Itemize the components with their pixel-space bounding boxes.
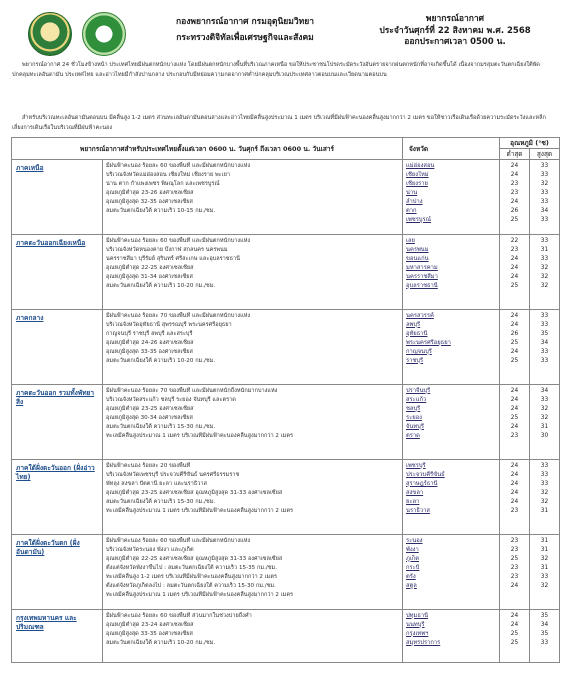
province-name: อุบลราชธานี (406, 283, 438, 289)
forecast-line: อุณหภูมิสูงสุด 31-34 องศาเซลเซียส (106, 274, 193, 280)
province-name: ภูเก็ต (406, 556, 420, 562)
min-temp-value: 25 (510, 358, 519, 364)
min-temp-list (500, 535, 530, 610)
max-temp-value: 35 (540, 631, 549, 637)
forecast-line: มีฝนฟ้าคะนอง ร้อยละ 60 ของพื้นที่ และมีฝนตกหนักบางแห่ง (106, 538, 251, 544)
min-temp-list (500, 160, 530, 235)
table-row (12, 235, 560, 310)
min-temp-value: 24 (510, 388, 519, 394)
province-name: ตรัง (406, 574, 416, 580)
region-label: ภาคใต้ฝั่งตะวันออก (ฝั่งอ่าวไทย) (16, 464, 95, 481)
province-name: ระนอง (406, 538, 423, 544)
min-temp-list (500, 235, 530, 310)
forecast-line: พัทลุง สงขลา ปัตตานี ยะลา และนราธิวาส (106, 481, 207, 487)
province-list (403, 535, 500, 610)
min-temp-value: 24 (510, 406, 519, 412)
org-header (150, 14, 340, 46)
min-temp-value: 24 (510, 463, 519, 469)
province-name: สุราษฎร์ธานี (406, 481, 438, 487)
min-temp-value: 24 (510, 481, 519, 487)
province-name: พระนครศรีอยุธยา (406, 340, 451, 346)
max-temp-header: สูงสุด (530, 149, 560, 160)
max-temp-value: 33 (540, 322, 549, 328)
max-temp-value: 33 (540, 574, 549, 580)
max-temp-value: 32 (540, 274, 549, 280)
min-temp-value: 24 (510, 313, 519, 319)
max-temp-value: 31 (540, 547, 549, 553)
max-temp-value: 33 (540, 217, 549, 223)
min-temp-value: 26 (510, 208, 519, 214)
province-name: ระยอง (406, 415, 422, 421)
province-name: นครราชสีมา (406, 274, 438, 280)
province-name: ปทุมธานี (406, 613, 429, 619)
province-name: ลพบุรี (406, 322, 421, 328)
province-name: ปราจีนบุรี (406, 388, 431, 394)
table-row (12, 460, 560, 535)
province-name: นครพนม (406, 247, 429, 253)
forecast-line: มีฝนฟ้าคะนอง ร้อยละ 20 ของพื้นที่ (106, 463, 191, 469)
province-name: นราธิวาส (406, 508, 430, 514)
forecast-line: ตั้งแต่จังหวัดภูเก็ตลงไป : ลมตะวันตกเฉียงใต้ ความเร็ว 15-30 กม./ชม. (106, 583, 276, 589)
min-temp-value: 23 (510, 190, 519, 196)
max-temp-value: 31 (540, 508, 549, 514)
max-temp-value: 33 (540, 238, 549, 244)
min-temp-value: 24 (510, 322, 519, 328)
min-temp-value: 22 (510, 238, 519, 244)
forecast-line: อุณหภูมิสูงสุด 30-34 องศาเซลเซียส (106, 415, 193, 421)
max-temp-value: 32 (540, 181, 549, 187)
issue-header (350, 14, 560, 49)
region-label: ภาคตะวันออก รวมทั้งพัทยาสิ่ง (16, 389, 95, 406)
province-name: เพชรบุรี (406, 463, 426, 469)
province-header: จังหวัด (403, 138, 500, 160)
table-title: พยากรณ์อากาศสำหรับประเทศไทยตั้งแต่เวลา 0600 น. วันศุกร์ ถึงเวลา 0600 น. วันเสาร์ (12, 138, 403, 160)
province-name: ตราด (406, 433, 420, 439)
min-temp-value: 24 (510, 265, 519, 271)
province-list (403, 460, 500, 535)
table-row (12, 310, 560, 385)
forecast-line: ทะเลมีคลื่นสูงประมาณ 1 เมตร บริเวณที่มีฝนฟ้าคะนองคลื่นสูงมากกว่า 2 เมตร (106, 592, 293, 598)
max-temp-value: 33 (540, 397, 549, 403)
province-list (403, 160, 500, 235)
max-temp-list (530, 235, 560, 310)
max-temp-list (530, 160, 560, 235)
region-name (12, 460, 103, 535)
max-temp-list (530, 610, 560, 663)
min-temp-value: 24 (510, 199, 519, 205)
max-temp-value: 33 (540, 358, 549, 364)
table-row (12, 535, 560, 610)
province-name: สระแก้ว (406, 397, 427, 403)
province-name: เลย (406, 238, 415, 244)
min-temp-value: 23 (510, 574, 519, 580)
min-temp-value: 26 (510, 331, 519, 337)
org-line-2: กระทรวงดิจิทัลเพื่อเศรษฐกิจและสังคม (176, 33, 314, 43)
province-name: นนทบุรี (406, 622, 425, 628)
forecast-line: น่าน ตาก กำแพงเพชร พิษณุโลก และเพชรบูรณ์ (106, 181, 220, 187)
region-label: ภาคกลาง (16, 314, 44, 322)
doc-type: พยากรณ์อากาศ (425, 14, 485, 24)
region-label: ภาคเหนือ (16, 164, 44, 172)
max-temp-value: 33 (540, 190, 549, 196)
region-label: กรุงเทพมหานคร และปริมณฑล (16, 614, 77, 631)
max-temp-value: 30 (540, 433, 549, 439)
forecast-line: อุณหภูมิต่ำสุด 22-25 องศาเซลเซียส อุณหภูมิสูงสุด 31-33 องศาเซลเซียส (106, 556, 283, 562)
forecast-line: ทะเลมีคลื่นสูงประมาณ 1 เมตร บริเวณที่มีฝนฟ้าคะนองคลื่นสูงมากกว่า 2 เมตร (106, 433, 293, 439)
max-temp-value: 32 (540, 490, 549, 496)
province-name: นครสวรรค์ (406, 313, 434, 319)
forecast-line: บริเวณจังหวัดระนอง พังงา และภูเก็ต (106, 547, 194, 553)
region-forecast (103, 235, 403, 310)
province-name: กระบี่ (406, 565, 420, 571)
max-temp-value: 35 (540, 613, 549, 619)
max-temp-value: 31 (540, 565, 549, 571)
province-name: ราชบุรี (406, 358, 424, 364)
min-temp-value: 23 (510, 508, 519, 514)
forecast-line: ลมตะวันตกเฉียงใต้ ความเร็ว 10-20 กม./ชม. (106, 283, 216, 289)
min-temp-list (500, 610, 530, 663)
min-temp-value: 24 (510, 499, 519, 505)
max-temp-value: 35 (540, 331, 549, 337)
max-temp-value: 33 (540, 472, 549, 478)
min-temp-value: 25 (510, 631, 519, 637)
max-temp-value: 31 (540, 424, 549, 430)
min-temp-value: 23 (510, 181, 519, 187)
province-name: ชลบุรี (406, 406, 421, 412)
min-temp-value: 24 (510, 274, 519, 280)
max-temp-value: 34 (540, 208, 549, 214)
forecast-line: มีฝนฟ้าคะนอง ร้อยละ 70 ของพื้นที่ และมีฝนตกหนักถึงหนักมากบางแห่ง (106, 388, 278, 394)
max-temp-value: 34 (540, 340, 549, 346)
max-temp-value: 32 (540, 406, 549, 412)
region-name (12, 160, 103, 235)
province-name: อุทัยธานี (406, 331, 428, 337)
province-name: เพชรบูรณ์ (406, 217, 432, 223)
region-forecast (103, 385, 403, 460)
max-temp-value: 33 (540, 313, 549, 319)
min-temp-value: 24 (510, 583, 519, 589)
forecast-line: นครราชสีมา บุรีรัมย์ สุรินทร์ ศรีสะเกษ และอุบลราชธานี (106, 256, 240, 262)
min-temp-value: 25 (510, 217, 519, 223)
region-forecast (103, 610, 403, 663)
forecast-line: มีฝนฟ้าคะนอง ร้อยละ 60 ของพื้นที่ ส่วนมากในช่วงบ่ายถึงค่ำ (106, 613, 252, 619)
forecast-line: ตั้งแต่จังหวัดพังงาขึ้นไป : ลมตะวันตกเฉียงใต้ ความเร็ว 15-35 กม./ชม. (106, 565, 278, 571)
province-name: เชียงใหม่ (406, 172, 429, 178)
org-line-1: กองพยากรณ์อากาศ กรมอุตุนิยมวิทยา (176, 17, 314, 27)
forecast-line: บริเวณจังหวัดเพชรบุรี ประจวบคีรีขันธ์ นครศรีธรรมราช (106, 472, 240, 478)
province-name: สมุทรปราการ (406, 640, 441, 646)
min-temp-value: 25 (510, 415, 519, 421)
max-temp-value: 32 (540, 556, 549, 562)
min-temp-value: 24 (510, 163, 519, 169)
province-name: สตูล (406, 583, 417, 589)
max-temp-value: 33 (540, 463, 549, 469)
province-name: เชียงราย (406, 181, 428, 187)
max-temp-value: 33 (540, 640, 549, 646)
forecast-line: บริเวณจังหวัดสระแก้ว ชลบุรี ระยอง จันทบุรี และตราด (106, 397, 236, 403)
min-temp-value: 24 (510, 622, 519, 628)
forecast-line: ทะเลมีคลื่นสูง 1-2 เมตร บริเวณที่มีฝนฟ้าคะนองคลื่นสูงมากกว่า 2 เมตร (106, 574, 277, 580)
min-temp-value: 23 (510, 247, 519, 253)
min-temp-value: 24 (510, 349, 519, 355)
province-name: พังงา (406, 547, 419, 553)
forecast-line: อุณหภูมิสูงสุด 33-35 องศาเซลเซียส (106, 349, 193, 355)
region-forecast (103, 310, 403, 385)
marine-summary: สำหรับบริเวณทะเลอันดามันตอนบน มีคลื่นสูง 1-2 เมตร ส่วนทะเลอันดามันตอนล่างและอ่าวไทยมีคลื่นสูงประมาณ 1 เมตร บริเวณที่มีฝนฟ้าคะนองคลื่นสูงมากกว่า 2 เมตร ขอให้ชาวเรือเดินเรือด้วยความระมัดระวังและหลีกเลี่ยงการเดินเรือในบริเวณที่มีฝนฟ้าคะนอง (12, 115, 546, 132)
min-temp-value: 24 (510, 397, 519, 403)
region-forecast (103, 160, 403, 235)
forecast-line: อุณหภูมิต่ำสุด 23-26 องศาเซลเซียส (106, 190, 194, 196)
forecast-line: อุณหภูมิต่ำสุด 23-25 องศาเซลเซียส (106, 406, 194, 412)
province-list (403, 610, 500, 663)
issue-date: ประจำวันศุกร์ที่ 22 สิงหาคม พ.ศ. 2568 (379, 25, 531, 36)
province-list (403, 385, 500, 460)
max-temp-value: 34 (540, 388, 549, 394)
min-temp-value: 25 (510, 340, 519, 346)
forecast-line: บริเวณจังหวัดแม่ฮ่องสอน เชียงใหม่ เชียงราย พะเยา (106, 172, 230, 178)
table-row (12, 385, 560, 460)
region-forecast (103, 535, 403, 610)
min-temp-value: 25 (510, 556, 519, 562)
min-temp-value: 24 (510, 472, 519, 478)
table-row (12, 610, 560, 663)
forecast-line: ทะเลมีคลื่นสูงประมาณ 1 เมตร บริเวณที่มีฝนฟ้าคะนองคลื่นสูงมากกว่า 2 เมตร (106, 508, 293, 514)
ministry-logo (82, 12, 126, 56)
max-temp-value: 32 (540, 283, 549, 289)
max-temp-value: 31 (540, 538, 549, 544)
province-name: สงขลา (406, 490, 424, 496)
region-name (12, 535, 103, 610)
max-temp-value: 33 (540, 349, 549, 355)
max-temp-list (530, 385, 560, 460)
min-temp-value: 23 (510, 538, 519, 544)
min-temp-value: 24 (510, 424, 519, 430)
province-name: ยะลา (406, 499, 420, 505)
min-temp-value: 24 (510, 256, 519, 262)
province-name: กรุงเทพฯ (406, 631, 429, 637)
forecast-line: อุณหภูมิต่ำสุด 22-25 องศาเซลเซียส (106, 265, 194, 271)
forecast-line: ลมตะวันตกเฉียงใต้ ความเร็ว 10-20 กม./ชม. (106, 358, 216, 364)
forecast-line: ลมตะวันตกเฉียงใต้ ความเร็ว 10-15 กม./ชม. (106, 208, 216, 214)
min-temp-value: 23 (510, 547, 519, 553)
region-label: ภาคใต้ฝั่งตะวันตก (ฝั่งอันดามัน) (16, 539, 80, 556)
forecast-line: มีฝนฟ้าคะนอง ร้อยละ 70 ของพื้นที่ และมีฝนตกหนักบางแห่ง (106, 313, 251, 319)
temperature-header: อุณหภูมิ (°ซ) (500, 138, 560, 149)
province-list (403, 235, 500, 310)
forecast-line: บริเวณจังหวัดหนองคาย บึงกาฬ สกลนคร นครพนม (106, 247, 228, 253)
max-temp-value: 31 (540, 247, 549, 253)
min-temp-value: 25 (510, 283, 519, 289)
max-temp-value: 33 (540, 481, 549, 487)
province-name: มหาสารคาม (406, 265, 438, 271)
max-temp-list (530, 310, 560, 385)
min-temp-list (500, 385, 530, 460)
table-row (12, 160, 560, 235)
forecast-summary: พยากรณ์อากาศ 24 ชั่วโมงข้างหน้า ประเทศไทยมีฝนตกหนักบางแห่ง โดยมีฝนตกหนักบางพื้นที่บริเวณภาคเหนือ ขอให้ประชาชนโปรดระมัดระวังอันตรายจากฝนตกหนักที่อาจเกิดขึ้นได้ เนื่องจากมรสุมตะวันตกเฉียงใต้พัดปกคลุมทะเลอันดามัน ประเทศไทย และอ่าวไทยมีกำลังปานกลาง ประกอบกับมีหย่อมความกดอากาศต่ำปกคลุมบริเวณประเทศลาวตอนบนและเวียดนามตอนบน (12, 62, 540, 79)
region-name (12, 310, 103, 385)
min-temp-list (500, 460, 530, 535)
forecast-line: อุณหภูมิสูงสุด 32-35 องศาเซลเซียส (106, 199, 193, 205)
max-temp-value: 33 (540, 256, 549, 262)
issue-time: ออกประกาศเวลา 0500 น. (404, 37, 506, 47)
min-temp-value: 24 (510, 613, 519, 619)
region-forecast (103, 460, 403, 535)
tmd-seal-logo (28, 12, 72, 56)
max-temp-list (530, 535, 560, 610)
max-temp-value: 32 (540, 499, 549, 505)
min-temp-value: 23 (510, 565, 519, 571)
province-list (403, 310, 500, 385)
max-temp-value: 34 (540, 622, 549, 628)
forecast-line: บริเวณจังหวัดอุทัยธานี สุพรรณบุรี พระนครศรีอยุธยา (106, 322, 232, 328)
province-name: น่าน (406, 190, 418, 196)
max-temp-list (530, 460, 560, 535)
province-name: ประจวบคีรีขันธ์ (406, 472, 445, 478)
max-temp-value: 32 (540, 415, 549, 421)
max-temp-value: 33 (540, 163, 549, 169)
min-temp-value: 24 (510, 172, 519, 178)
regional-forecast-table (11, 137, 560, 663)
max-temp-value: 32 (540, 583, 549, 589)
forecast-line: อุณหภูมิสูงสุด 33-35 องศาเซลเซียส (106, 631, 193, 637)
forecast-line: ลมตะวันตกเฉียงใต้ ความเร็ว 15-30 กม./ชม. (106, 424, 216, 430)
forecast-rows (12, 160, 560, 663)
province-name: แม่ฮ่องสอน (406, 163, 435, 169)
province-name: ขอนแก่น (406, 256, 429, 262)
forecast-line: กาญจนบุรี ราชบุรี ลพบุรี และสระบุรี (106, 331, 193, 337)
province-name: กาญจนบุรี (406, 349, 432, 355)
forecast-line: อุณหภูมิต่ำสุด 24-26 องศาเซลเซียส (106, 340, 194, 346)
forecast-line: มีฝนฟ้าคะนอง ร้อยละ 60 ของพื้นที่ และมีฝนตกหนักบางแห่ง (106, 238, 251, 244)
min-temp-header: ต่ำสุด (500, 149, 530, 160)
max-temp-value: 33 (540, 172, 549, 178)
region-name (12, 235, 103, 310)
forecast-line: มีฝนฟ้าคะนอง ร้อยละ 60 ของพื้นที่ และมีฝนตกหนักบางแห่ง (106, 163, 251, 169)
region-name (12, 610, 103, 663)
min-temp-value: 25 (510, 640, 519, 646)
max-temp-value: 33 (540, 199, 549, 205)
province-name: ตาก (406, 208, 417, 214)
region-label: ภาคตะวันออกเฉียงเหนือ (16, 239, 86, 247)
forecast-line: ลมตะวันตกเฉียงใต้ ความเร็ว 10-20 กม./ชม. (106, 640, 216, 646)
province-name: ลำปาง (406, 199, 423, 205)
forecast-line: อุณหภูมิต่ำสุด 23-25 องศาเซลเซียส อุณหภูมิสูงสุด 31-33 องศาเซลเซียส (106, 490, 283, 496)
min-temp-value: 24 (510, 490, 519, 496)
region-name (12, 385, 103, 460)
forecast-line: อุณหภูมิต่ำสุด 23-24 องศาเซลเซียส (106, 622, 194, 628)
min-temp-list (500, 310, 530, 385)
province-name: จันทบุรี (406, 424, 424, 430)
forecast-line: ลมตะวันตกเฉียงใต้ ความเร็ว 15-30 กม./ชม. (106, 499, 216, 505)
max-temp-value: 32 (540, 265, 549, 271)
min-temp-value: 23 (510, 433, 519, 439)
